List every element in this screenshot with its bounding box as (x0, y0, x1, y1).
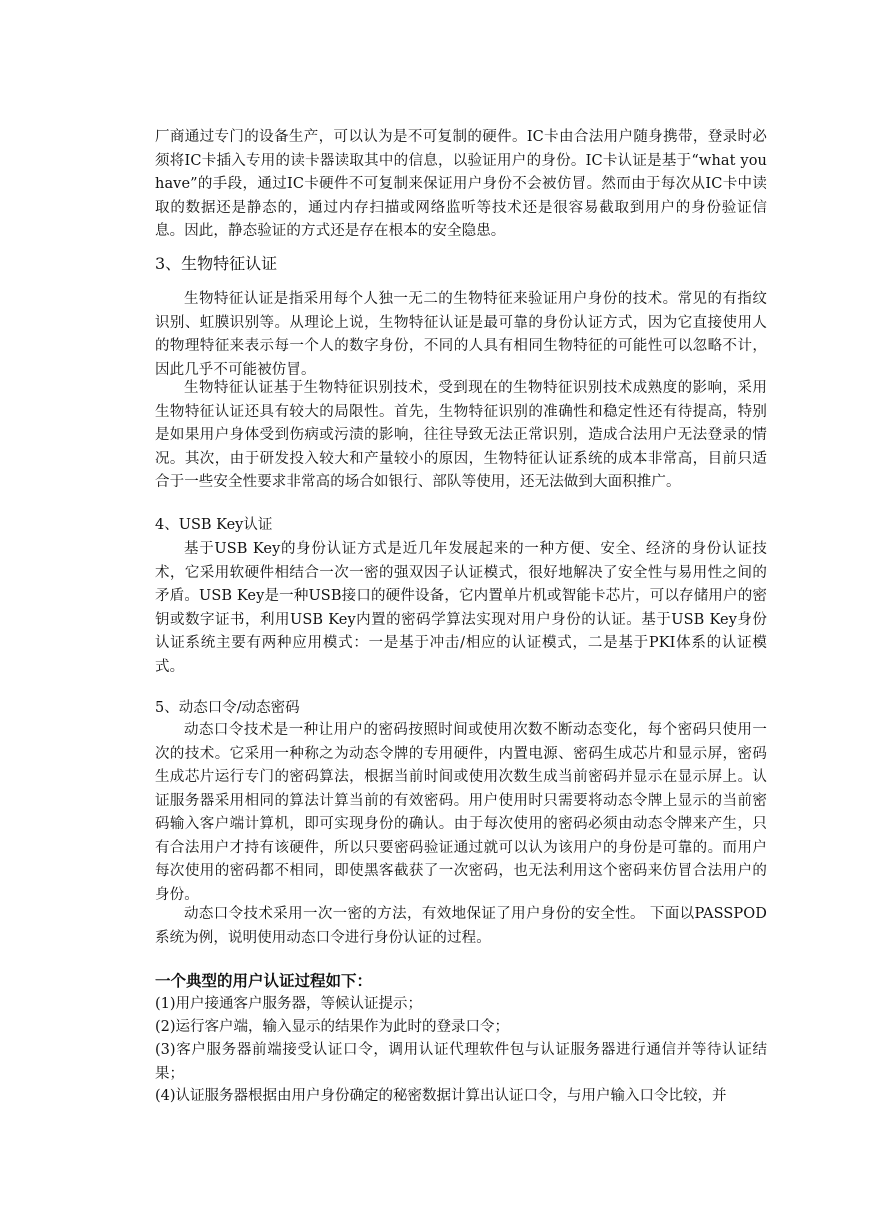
section-3-paragraph-1: 生物特征认证是指采用每个人独一无二的生物特征来验证用户身份的技术。常见的有指纹识别、虹膜识别等。从理论上说，生物特征认证是最可靠的身份认证方式，因为它直接使用人的物理特征来表示每一个人的数字身份，不同的人具有相同生物特征的可能性可以忽略不计，因此几乎不可能被仿冒。 (155, 291, 767, 378)
section-3-paragraph-2: 生物特征认证基于生物特征识别技术，受到现在的生物特征识别技术成熟度的影响，采用生物特征认证还具有较大的局限性。首先，生物特征识别的准确性和稳定性还有待提高，特别是如果用户身体受到伤病或污渍的影响，往往导致无法正常识别，造成合法用户无法登录的情况。其次，由于研发投入较大和产量较小的原因，生物特征认证系统的成本非常高，目前只适合于一些安全性要求非常高的场合如银行、部队等使用，还无法做到大面积推广。 (155, 380, 767, 490)
section-5-heading: 5、动态口令/动态密码 (155, 700, 300, 716)
section-4-heading: 4、USB Key认证 (155, 517, 273, 533)
intro-paragraph: 厂商通过专门的设备生产，可以认为是不可复制的硬件。IC卡由合法用户随身携带，登录时必须将IC卡插入专用的读卡器读取其中的信息，以验证用户的身份。IC卡认证是基于“what you have”的手段，通过IC卡硬件不可复制来保证用户身份不会被仿冒。然而由于每次从IC卡中读取的数据还是静态的，通过内存扫描或网络监听等技术还是很容易截取到用户的身份验证信息。因此，静态验证的方式还是存在根本的安全隐患。 (155, 129, 767, 239)
auth-process-heading: 一个典型的用户认证过程如下： (155, 971, 373, 990)
auth-process-step-2: (2)运行客户端，输入显示的结果作为此时的登录口令； (155, 1019, 510, 1035)
section-4-paragraph-1: 基于USB Key的身份认证方式是近几年发展起来的一种方便、安全、经济的身份认证技术，它采用软硬件相结合一次一密的强双因子认证模式，很好地解决了安全性与易用性之间的矛盾。USB Key是一种USB接口的硬件设备，它内置单片机或智能卡芯片，可以存储用户的密钥或数字证书，利用USB Key内置的密码学算法实现对用户身份的认证。基于USB Key身份认证系统主要有两种应用模式：一是基于冲击/相应的认证模式，二是基于PKI体系的认证模式。 (155, 541, 767, 675)
section-3-heading: 3、生物特征认证 (155, 254, 278, 273)
auth-process-step-4: (4)认证服务器根据由用户身份确定的秘密数据计算出认证口令，与用户输入口令比较，并 (155, 1088, 727, 1104)
auth-process-step-3: (3)客户服务器前端接受认证口令，调用认证代理软件包与认证服务器进行通信并等待认证结果； (155, 1042, 767, 1082)
section-5-paragraph-1: 动态口令技术是一种让用户的密码按照时间或使用次数不断动态变化，每个密码只使用一次的技术。它采用一种称之为动态令牌的专用硬件，内置电源、密码生成芯片和显示屏，密码生成芯片运行专门的密码算法，根据当前时间或使用次数生成当前密码并显示在显示屏上。认证服务器采用相同的算法计算当前的有效密码。用户使用时只需要将动态令牌上显示的当前密码输入客户端计算机，即可实现身份的确认。由于每次使用的密码必须由动态令牌来产生，只有合法用户才持有该硬件，所以只要密码验证通过就可以认为该用户的身份是可靠的。而用户每次使用的密码都不相同，即使黑客截获了一次密码，也无法利用这个密码来仿冒合法用户的身份。 (155, 722, 767, 903)
section-5-paragraph-2: 动态口令技术采用一次一密的方法，有效地保证了用户身份的安全性。 下面以PASSPOD系统为例，说明使用动态口令进行身份认证的过程。 (155, 906, 767, 946)
auth-process-step-1: (1)用户接通客户服务器，等候认证提示； (155, 996, 423, 1012)
